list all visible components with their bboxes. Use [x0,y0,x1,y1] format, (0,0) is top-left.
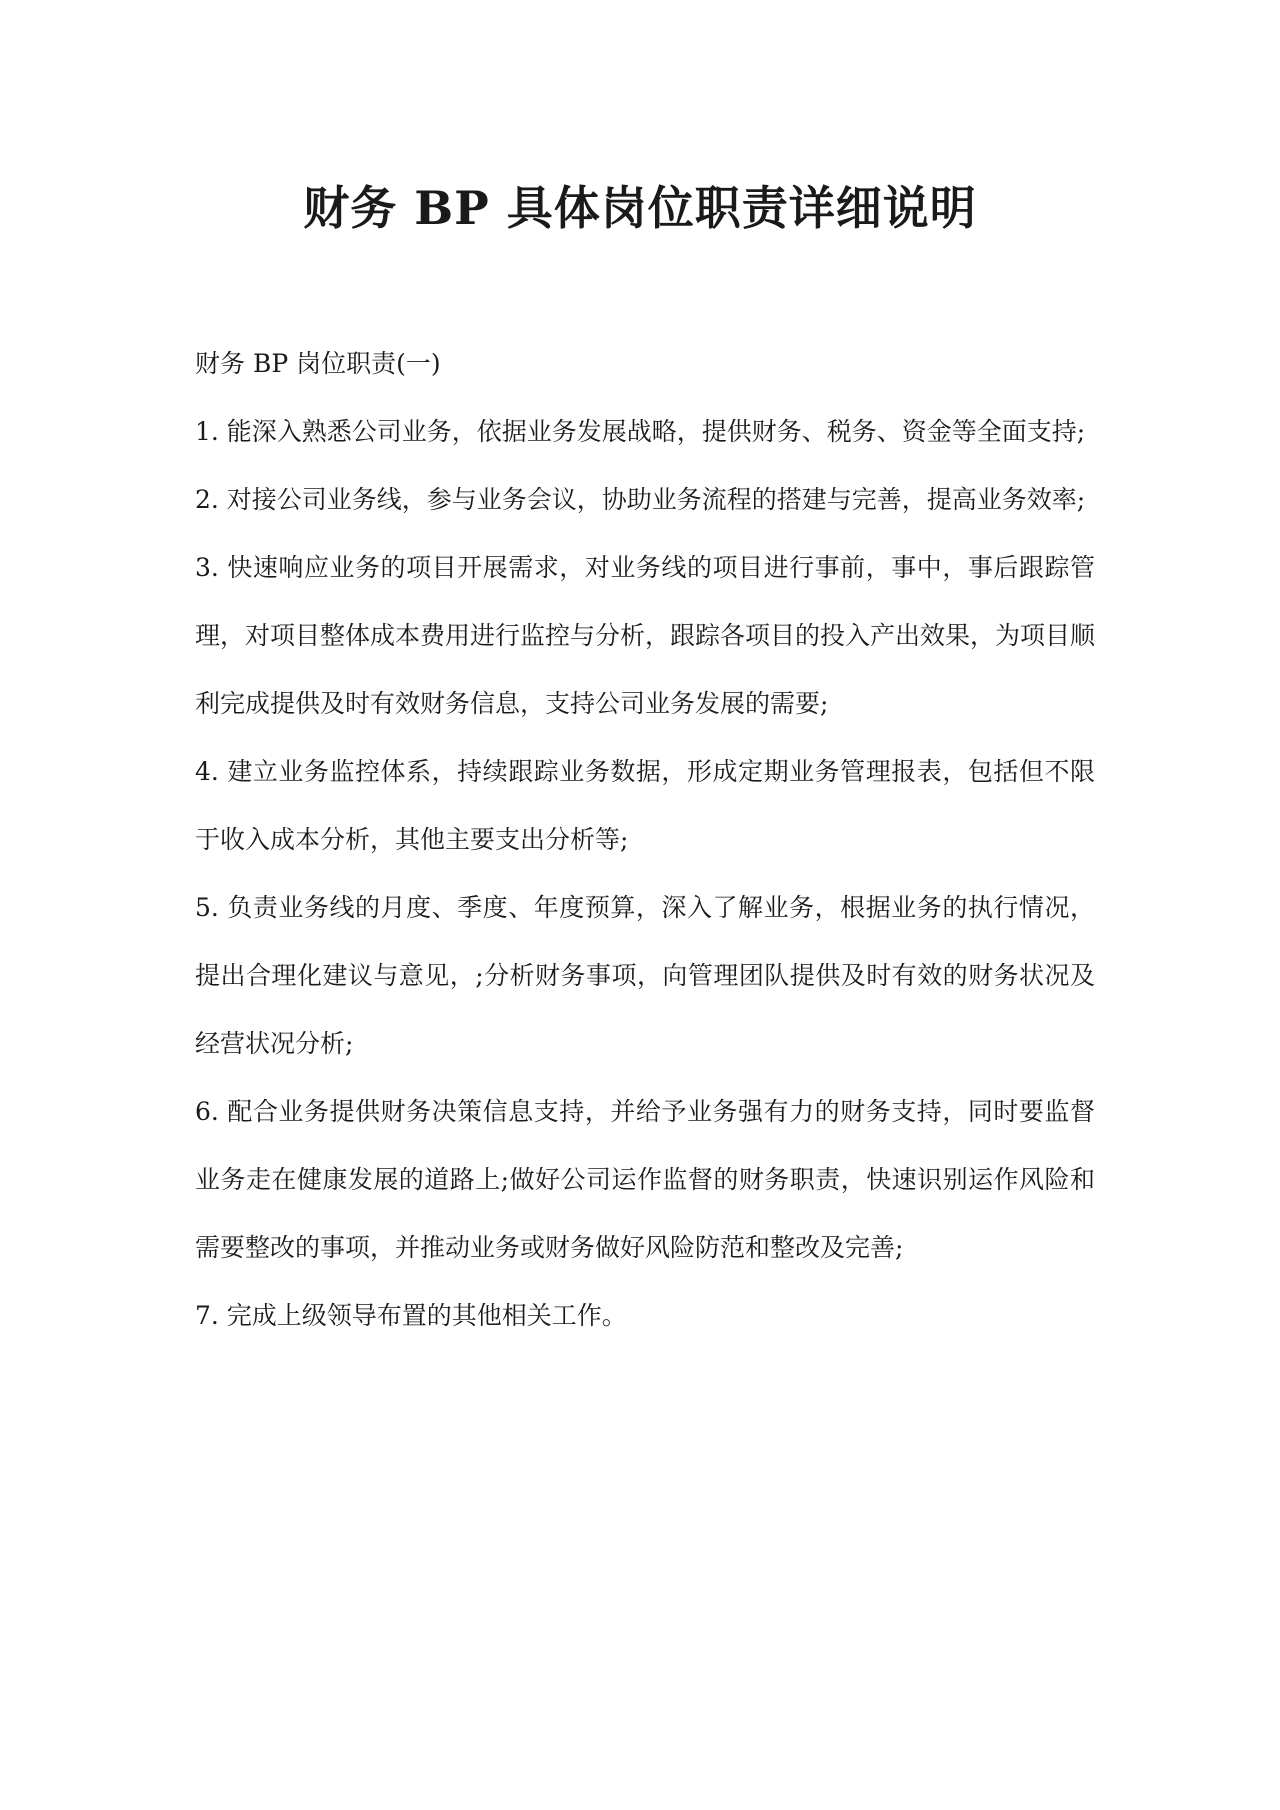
duty-item-3: 3. 快速响应业务的项目开展需求，对业务线的项目进行事前，事中，事后跟踪管理，对项目整体成本费用进行监控与分析，跟踪各项目的投入产出效果，为项目顺利完成提供及时有效财务信息，支持公司业务发展的需要; [195,553,1096,718]
duty-item-1: 1. 能深入熟悉公司业务，依据业务发展战略，提供财务、税务、资金等全面支持; [195,417,1086,446]
duty-item-7: 7. 完成上级领导布置的其他相关工作。 [195,1301,627,1330]
duty-item-5: 5. 负责业务线的月度、季度、年度预算，深入了解业务，根据业务的执行情况，提出合理化建议与意见，;分析财务事项，向管理团队提供及时有效的财务状况及经营状况分析; [195,893,1095,1058]
document-body [195,330,1095,1350]
duty-item-2: 2. 对接公司业务线，参与业务会议，协助业务流程的搭建与完善，提高业务效率; [195,485,1086,514]
page-title: 财务 BP 具体岗位职责详细说明 [303,181,977,235]
duty-item-6: 6. 配合业务提供财务决策信息支持，并给予业务强有力的财务支持，同时要监督业务走在健康发展的道路上;做好公司运作监督的财务职责，快速识别运作风险和需要整改的事项，并推动业务或财务做好风险防范和整改及完善; [195,1097,1095,1262]
duty-item-4: 4. 建立业务监控体系，持续跟踪业务数据，形成定期业务管理报表，包括但不限于收入成本分析，其他主要支出分析等; [195,757,1095,854]
section-heading: 财务 BP 岗位职责(一) [195,349,441,378]
